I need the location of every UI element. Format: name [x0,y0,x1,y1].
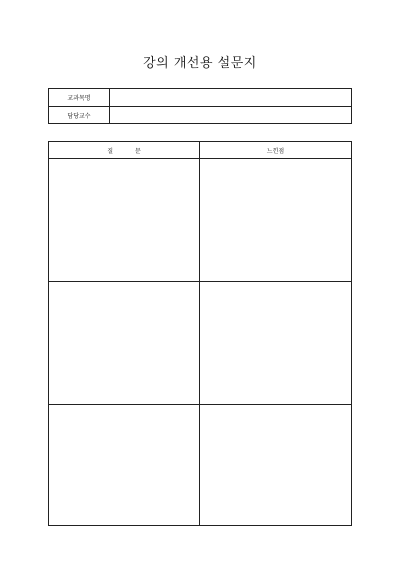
survey-header-row [49,142,351,159]
professor-row [49,107,351,124]
question-cell[interactable] [49,159,200,281]
impression-cell[interactable] [200,405,351,525]
impression-header: 느낀점 [266,147,285,155]
survey-row [49,159,351,282]
survey-row [49,282,351,405]
course-name-label: 교과목명 [49,89,110,106]
course-info-table [48,88,352,124]
page-title: 강의 개선용 설문지 [143,56,257,71]
survey-table [48,141,352,526]
impression-cell[interactable] [200,282,351,404]
professor-label: 담당교수 [49,107,110,124]
question-header: 질 문 [49,142,200,158]
question-cell[interactable] [49,405,200,525]
impression-cell[interactable] [200,159,351,281]
professor-field[interactable] [110,107,351,124]
course-name-row [49,89,351,107]
survey-row [49,405,351,525]
course-name-field[interactable] [110,89,351,106]
question-cell[interactable] [49,282,200,404]
